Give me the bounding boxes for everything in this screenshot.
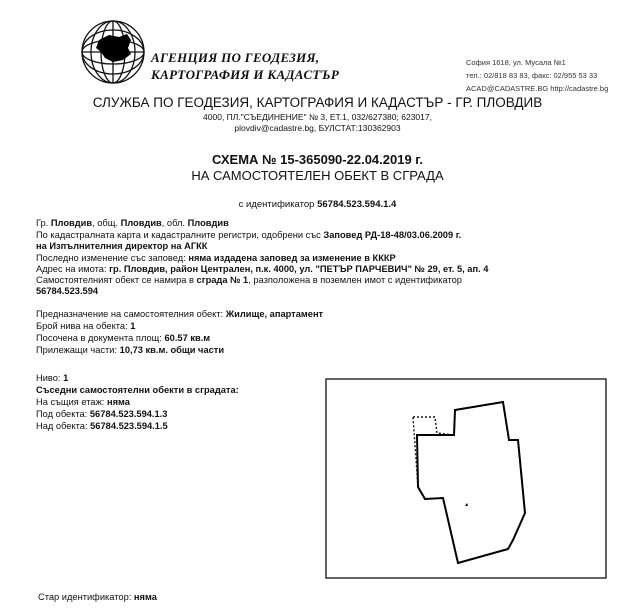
parcel-identifier-line bbox=[36, 286, 98, 297]
municipality-label: , общ. bbox=[92, 218, 118, 228]
area-value: 60.57 кв.м bbox=[164, 333, 211, 343]
same-floor-value: няма bbox=[106, 397, 130, 407]
old-identifier-line bbox=[38, 592, 157, 603]
common-parts-value: 10,73 кв.м. общи части bbox=[119, 345, 225, 355]
old-identifier-value: няма bbox=[133, 592, 157, 602]
above-object-value: 56784.523.594.1.5 bbox=[90, 421, 168, 431]
central-contact-email: ACAD@CADASTRE.BG http://cadastre.bg bbox=[466, 84, 609, 93]
building-number: сграда № 1 bbox=[196, 275, 249, 285]
level-line bbox=[36, 373, 68, 384]
below-object-value: 56784.523.594.1.3 bbox=[89, 409, 168, 419]
purpose-label: Предназначение на самостоятелния обект: bbox=[36, 309, 224, 319]
same-floor-line bbox=[36, 397, 130, 408]
approval-line bbox=[36, 230, 461, 241]
last-change-line bbox=[36, 253, 396, 264]
last-change-value: няма издадена заповед за изменение в КККР bbox=[188, 253, 396, 263]
building-outline bbox=[413, 402, 525, 563]
town-value: Пловдив bbox=[50, 218, 93, 228]
above-object-label: Над обекта: bbox=[36, 421, 88, 431]
property-address-value: гр. Пловдив, район Централен, п.к. 4000, ул. "ПЕТЪР ПАРЧЕВИЧ" № 29, ет. 5, ап. 4 bbox=[109, 264, 489, 274]
municipality-value: Пловдив bbox=[120, 218, 162, 228]
approval-order: Заповед РД-18-48/03.06.2009 г. bbox=[323, 230, 462, 240]
central-contact-phone: тел.: 02/818 83 83, факс: 02/955 53 33 bbox=[466, 71, 598, 80]
agency-name-line1: АГЕНЦИЯ ПО ГЕОДЕЗИЯ, bbox=[151, 50, 320, 65]
approval-authority: на Изпълнителния директор на АГКК bbox=[36, 241, 208, 251]
service-address: 4000, ПЛ."СЪЕДИНЕНИЕ" № 3, ЕТ.1, 032/627380; 623017, bbox=[203, 112, 432, 122]
purpose-line bbox=[36, 309, 323, 320]
central-contact-address: София 1618, ул. Мусала №1 bbox=[466, 58, 566, 67]
agency-logo bbox=[79, 18, 147, 86]
building-location-line bbox=[36, 275, 462, 286]
approval-authority-line bbox=[36, 241, 207, 252]
region-label: , обл. bbox=[161, 218, 186, 228]
levels-label: Брой нива на обекта: bbox=[36, 321, 128, 331]
property-address-label: Адрес на имота: bbox=[36, 264, 107, 274]
region-value: Пловдив bbox=[187, 218, 229, 228]
floor-plan-sketch bbox=[325, 378, 607, 579]
object-identifier-line bbox=[0, 199, 635, 210]
apartment-outline bbox=[417, 402, 525, 563]
same-floor-label: На същия етаж: bbox=[36, 397, 105, 407]
building-location-text1: Самостоятелният обект се намира в bbox=[36, 275, 194, 285]
levels-line bbox=[36, 321, 135, 332]
neighbors-heading bbox=[36, 385, 239, 396]
scheme-number-title: СХЕМА № 15-365090-22.04.2019 г. bbox=[211, 152, 424, 167]
parcel-identifier: 56784.523.594 bbox=[36, 286, 99, 296]
plan-marker bbox=[465, 503, 468, 506]
property-address-line bbox=[36, 264, 488, 275]
level-value: 1 bbox=[63, 373, 69, 383]
level-label: Ниво: bbox=[36, 373, 61, 383]
building-location-text2: , разположена в поземлен имот с идентификатор bbox=[248, 275, 462, 285]
object-identifier-value: 56784.523.594.1.4 bbox=[317, 199, 397, 210]
neighbors-heading-text: Съседни самостоятелни обекти в сградата: bbox=[36, 385, 239, 395]
old-identifier-label: Стар идентификатор: bbox=[38, 592, 132, 602]
town-label: Гр. bbox=[36, 218, 49, 228]
levels-value: 1 bbox=[130, 321, 136, 331]
below-object-line bbox=[36, 409, 167, 420]
common-parts-line bbox=[36, 345, 224, 356]
service-title: СЛУЖБА ПО ГЕОДЕЗИЯ, КАРТОГРАФИЯ И КАДАСТЪР - ГР. ПЛОВДИВ bbox=[92, 95, 543, 110]
agency-name-line2: КАРТОГРАФИЯ И КАДАСТЪР bbox=[151, 67, 340, 82]
above-object-line bbox=[36, 421, 168, 432]
last-change-label: Последно изменение със заповед: bbox=[36, 253, 186, 263]
common-parts-label: Прилежащи части: bbox=[36, 345, 118, 355]
location-line bbox=[36, 218, 229, 229]
purpose-value: Жилище, апартамент bbox=[225, 309, 324, 319]
object-identifier-label: с идентификатор bbox=[238, 199, 315, 210]
approval-text: По кадастралната карта и кадастралните регистри, одобрени със bbox=[36, 230, 321, 240]
area-line bbox=[36, 333, 210, 344]
below-object-label: Под обекта: bbox=[36, 409, 88, 419]
scheme-subtitle: НА САМОСТОЯТЕЛЕН ОБЕКТ В СГРАДА bbox=[191, 168, 444, 183]
service-email-bulstat: plovdiv@cadastre.bg, БУЛСТАТ:130362903 bbox=[234, 123, 401, 133]
area-label: Посочена в документа площ: bbox=[36, 333, 162, 343]
